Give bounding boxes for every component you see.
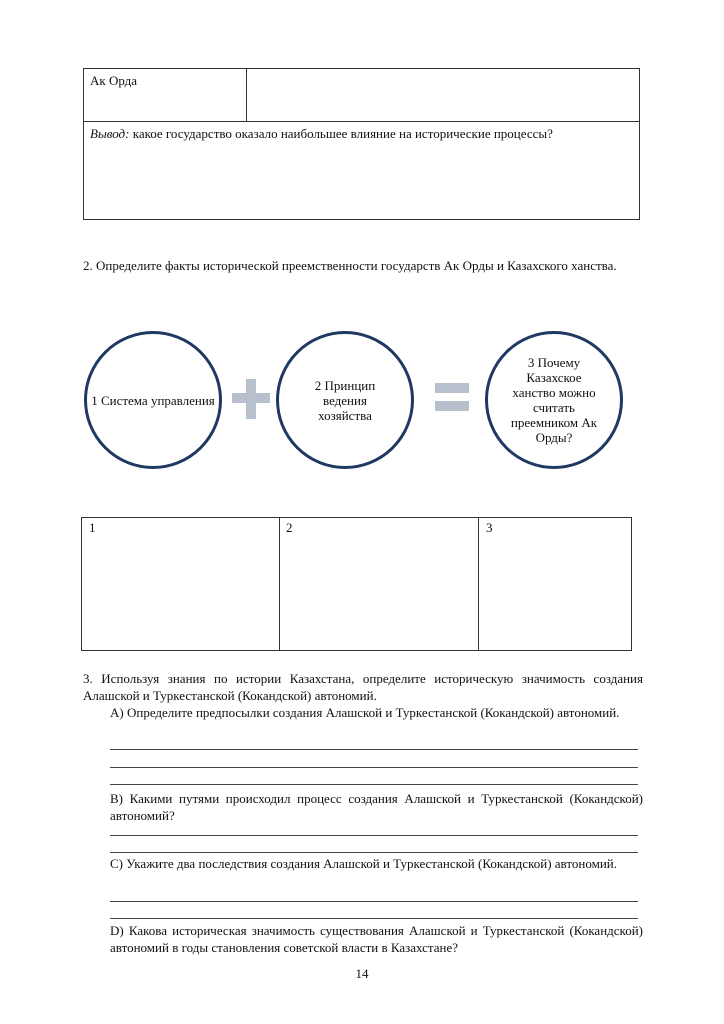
equals-icon	[435, 383, 469, 393]
answer-line	[110, 784, 638, 785]
answer-line	[110, 901, 638, 902]
answer-cell-1	[82, 518, 280, 650]
page-number: 14	[355, 966, 369, 981]
circle-label-2: 2 Принцип ведения хозяйства	[314, 377, 376, 423]
question-c: С) Укажите два последствия создания Алашской и Туркестанской (Кокандской) автономий.	[110, 856, 617, 871]
answer-line	[110, 852, 638, 853]
answer-cell-2	[279, 518, 479, 650]
diagram-circle-successor	[485, 331, 623, 469]
task-2-text: 2. Определите факты исторической преемственности государств Ак Орды и Казахского ханства.	[83, 258, 617, 273]
plus-icon-bar	[232, 393, 270, 403]
column-number-3: 3	[486, 520, 493, 535]
question-d: D) Какова историческая значимость существования Алашской и Туркестанской (Кокандской) автономий в годы становления советской власти в Казахстане?	[110, 923, 643, 955]
conclusion-row	[90, 126, 633, 142]
task-3-intro: 3. Используя знания по истории Казахстана, определите историческую значимость создания Алашской и Туркестанской (Кокандской) автономий.	[83, 671, 643, 703]
conclusion-label: Вывод:	[90, 126, 130, 141]
question-b: В) Какими путями происходил процесс создания Алашской и Туркестанской (Кокандской) автономий?	[110, 791, 643, 823]
conclusion-question: какое государство оказало наибольшее влияние на исторические процессы?	[129, 126, 553, 141]
ak-orda-label: Ак Орда	[90, 73, 138, 88]
column-number-2: 2	[286, 520, 293, 535]
diagram-circle-governance	[84, 331, 222, 469]
answer-table	[81, 517, 632, 651]
circle-label-1: 1 Система управления	[91, 392, 215, 408]
answer-line	[110, 918, 638, 919]
answer-line	[110, 835, 638, 836]
question-a: А) Определите предпосылки создания Алашской и Туркестанской (Кокандской) автономий.	[110, 705, 620, 720]
table-row	[84, 69, 639, 122]
column-number-1: 1	[89, 520, 96, 535]
table-cell-label	[84, 69, 247, 121]
equals-icon-bar	[435, 401, 469, 411]
answer-line	[110, 767, 638, 768]
answer-cell-3	[479, 518, 631, 650]
circle-label-3: 3 Почему Казахское ханство можно считать преемником Ак Орды?	[510, 355, 598, 445]
answer-line	[110, 749, 638, 750]
diagram-circle-economy	[276, 331, 414, 469]
ak-orda-table	[83, 68, 640, 220]
